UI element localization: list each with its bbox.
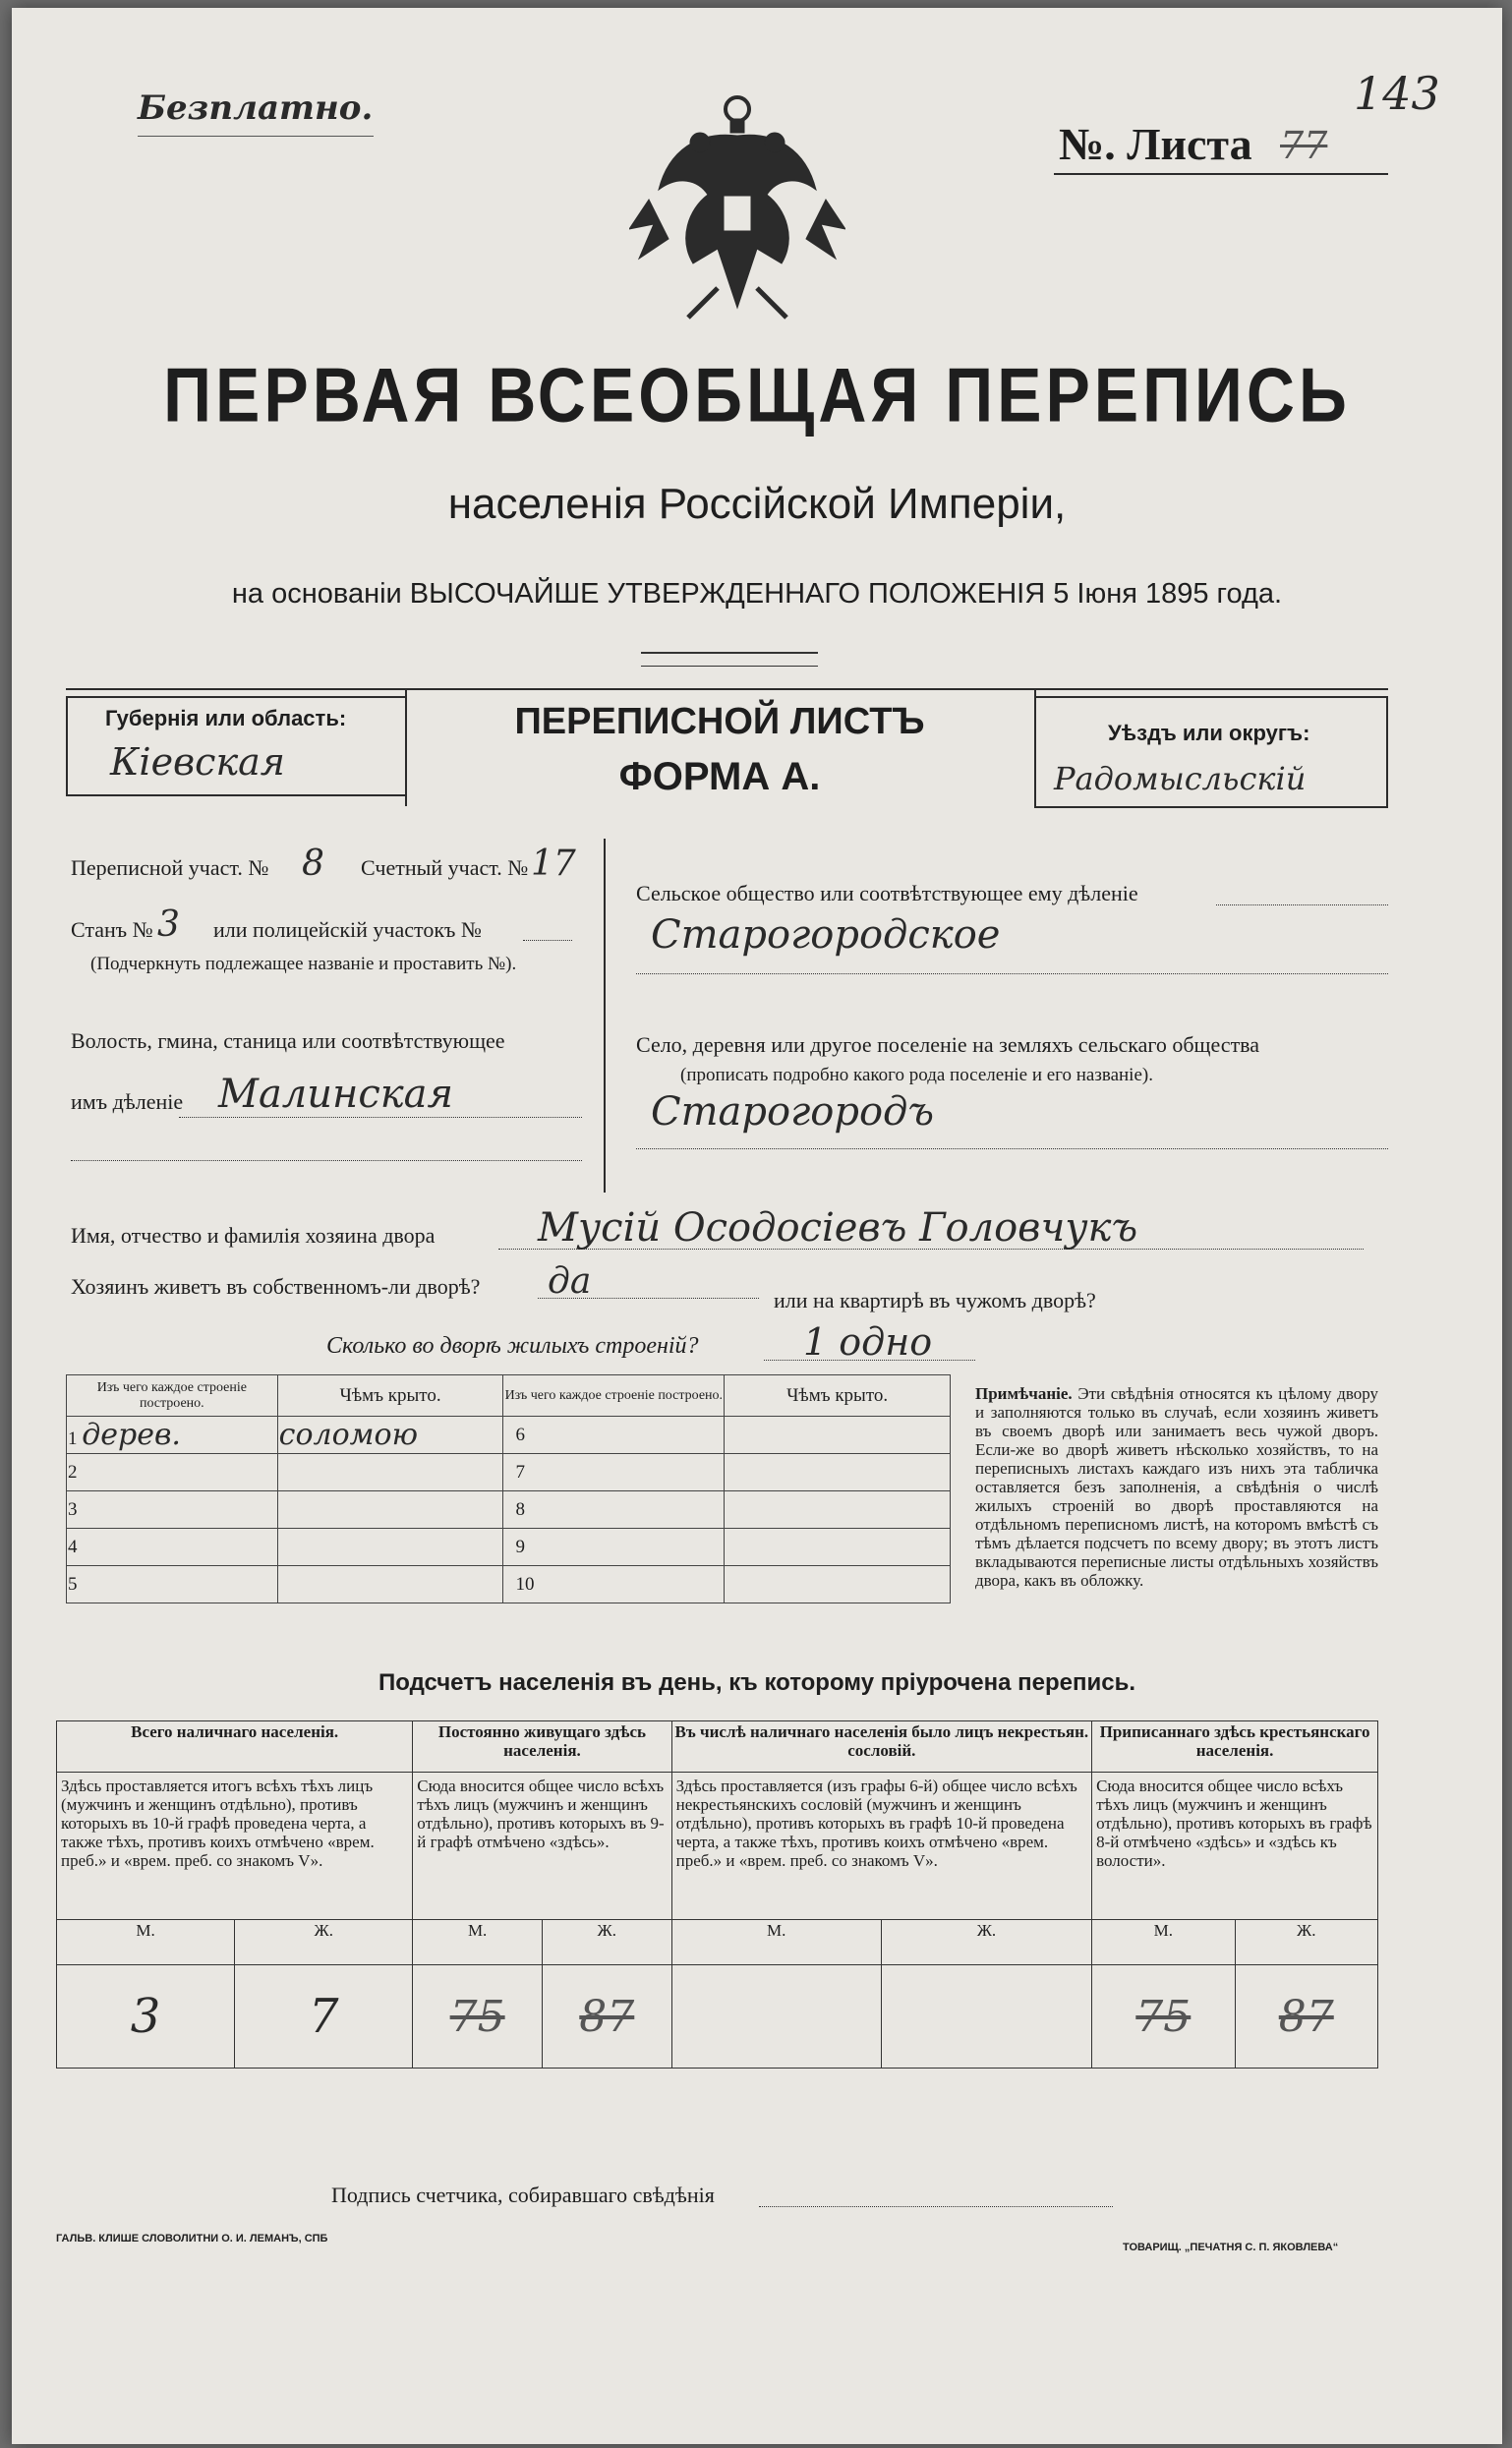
population-title: Подсчетъ населенія въ день, къ которому пріурочена перепись. <box>378 1669 1135 1696</box>
registered-male: 75 <box>1092 1965 1235 2069</box>
volost-label-1: Волость, гмина, станица или соотвѣтствующее <box>71 1028 505 1053</box>
mid-divider <box>604 839 606 1193</box>
left-box-top <box>66 696 405 698</box>
ornament-divider <box>641 652 818 667</box>
sheet-number-value: 77 <box>1280 124 1328 167</box>
census-sheet <box>12 8 1502 2444</box>
registered-female: 87 <box>1235 1965 1377 2069</box>
col-nonpeasant-head: Въ числѣ наличнаго населенія было лицъ некрестьян. сословій. <box>671 1721 1091 1773</box>
uezd-value: Радомысльскій <box>1054 760 1307 797</box>
col-total-head: Всего наличнаго населенія. <box>57 1721 413 1773</box>
sheet-number-underline <box>1054 173 1388 175</box>
table-row: 10 <box>503 1566 725 1603</box>
buildings-table <box>66 1374 951 1603</box>
table-row: 9 <box>503 1529 725 1566</box>
table-row: 8 <box>503 1491 725 1529</box>
left-box-bottom <box>66 794 405 796</box>
volost-line <box>179 1117 582 1118</box>
uezd-label: Уѣздъ или округъ: <box>1108 721 1310 745</box>
male-label: М. <box>57 1920 235 1965</box>
permanent-male: 75 <box>413 1965 543 2069</box>
buildings-label: Сколько во дворѣ жилыхъ строеній? <box>326 1333 699 1359</box>
col-permanent-head: Постоянно живущаго здѣсь населенія. <box>413 1721 671 1773</box>
right-box-edge <box>1386 696 1388 806</box>
owner-name-label: Имя, отчество и фамилія хозяина двора <box>71 1223 436 1248</box>
male-label: М. <box>1092 1920 1235 1965</box>
population-table <box>56 1720 1378 2069</box>
printer-right: ТОВАРИЩ. „ПЕЧАТНЯ С. П. ЯКОВЛЕВА“ <box>1123 2242 1339 2253</box>
roof-cell: соломою <box>277 1417 503 1454</box>
table-row: 2 <box>67 1454 278 1491</box>
permanent-female: 87 <box>542 1965 671 2069</box>
col-nonpeasant-desc: Здѣсь проставляется (изъ графы 6-й) общее число всѣхъ некрестьянскихъ сословій (мужчинъ и женщинъ отдѣльно), противъ которыхъ въ графѣ 10-й проведена черта, а также тѣхъ, противъ коихъ отмѣчено «врем. преб.» и «врем. преб. со знакомъ V». <box>671 1773 1091 1920</box>
double-headed-eagle-emblem <box>629 91 845 327</box>
col-permanent-desc: Сюда вносится общее число всѣхъ тѣхъ лицъ (мужчинъ и женщинъ отдѣльно), противъ которыхъ въ 9-й графѣ отмѣчено «здѣсь». <box>413 1773 671 1920</box>
archive-number: 143 <box>1354 67 1440 120</box>
buildings-note: Примѣчаніе. Эти свѣдѣнія относятся къ цѣлому двору и заполняются только въ случаѣ, если хозяинъ живетъ въ своемъ дворѣ или занимаетъ весь чужой дворъ. Если-же во дворѣ живетъ нѣсколько хозяйствъ, то на переписныхъ листахъ каждаго изъ нихъ эта табличка оставляется безъ заполненія, а свѣдѣнія о числѣ жилыхъ строеній во дворѣ проставляются на отдѣльномъ переписномъ листѣ, на которомъ вмѣстѣ съ тѣмъ дѣлается подсчетъ по всему двору; въ этотъ листъ вкладываются переписные листы отдѣльныхъ хозяйствъ двора, какъ въ обложку. <box>975 1384 1379 1590</box>
signature-line <box>759 2206 1113 2207</box>
village-line <box>636 1148 1388 1149</box>
society-line-2 <box>636 973 1388 974</box>
own-yard-value: да <box>548 1261 592 1302</box>
col-total-desc: Здѣсь проставляется итогъ всѣхъ тѣхъ лицъ (мужчинъ и женщинъ отдѣльно), противъ которыхъ въ 10-й графѣ проведена черта, а также тѣхъ, противъ коихъ отмѣчено «врем. преб.» и «врем. преб. со знакомъ V». <box>57 1773 413 1920</box>
village-label: Село, деревня или другое поселеніе на земляхъ сельскаго общества <box>636 1032 1260 1057</box>
stan-label: Станъ № <box>71 917 153 942</box>
table-row: 6 <box>503 1417 725 1454</box>
village-value: Старогородъ <box>651 1089 935 1135</box>
form-name: ФОРМА А. <box>618 755 821 798</box>
free-label: Безплатно. <box>138 88 374 128</box>
female-label: Ж. <box>881 1920 1091 1965</box>
society-line <box>1216 904 1388 905</box>
village-note: (прописать подробно какого рода поселеніе и его названіе). <box>680 1065 1153 1085</box>
census-basis: на основаніи ВЫСОЧАЙШЕ УТВЕРЖДЕННАГО ПОЛОЖЕНІЯ 5 Іюня 1895 года. <box>231 578 1283 610</box>
table-row: 5 <box>67 1566 278 1603</box>
female-label: Ж. <box>235 1920 413 1965</box>
guberniya-label: Губернія или область: <box>105 706 347 730</box>
table-row: 1 дерев. <box>67 1417 278 1454</box>
total-male: 3 <box>57 1965 235 2069</box>
printer-left: ГАЛЬВ. КЛИШЕ СЛОВОЛИТНИ О. И. ЛЕМАНЪ, СПБ <box>56 2233 328 2244</box>
frame-top <box>66 688 1388 690</box>
own-yard-line <box>538 1298 759 1299</box>
buildings-line <box>764 1360 975 1361</box>
frame-right-divider <box>1034 688 1036 806</box>
left-box-edge <box>66 696 68 794</box>
right-box-bottom <box>1034 806 1388 808</box>
census-district-label: Переписной участ. № <box>71 855 269 880</box>
table-row: 7 <box>503 1454 725 1491</box>
sheet-number-label: №. Листа <box>1059 119 1252 169</box>
count-district-label: Счетный участ. № <box>361 855 529 880</box>
total-female: 7 <box>235 1965 413 2069</box>
col-roof-left: Чѣмъ крыто. <box>277 1375 503 1417</box>
nonpeasant-female <box>881 1965 1091 2069</box>
census-district-value: 8 <box>302 844 324 884</box>
volost-line-2 <box>71 1160 582 1161</box>
volost-value: Малинская <box>218 1072 454 1117</box>
right-box-top <box>1034 696 1388 698</box>
owner-name-line <box>498 1249 1364 1250</box>
col-roof-right: Чѣмъ крыто. <box>725 1375 951 1417</box>
count-district-value: 17 <box>531 844 576 884</box>
table-row: 3 <box>67 1491 278 1529</box>
census-title: ПЕРВАЯ ВСЕОБЩАЯ ПЕРЕПИСЬ <box>163 352 1351 438</box>
stan-note: (Подчеркнуть подлежащее названіе и проставить №). <box>90 954 517 974</box>
guberniya-value: Кіевская <box>110 740 285 784</box>
society-value: Старогородское <box>651 912 1001 958</box>
female-label: Ж. <box>542 1920 671 1965</box>
table-row: 4 <box>67 1529 278 1566</box>
col-registered-head: Приписаннаго здѣсь крестьянскаго населенія. <box>1092 1721 1378 1773</box>
rented-label: или на квартирѣ въ чужомъ дворѣ? <box>774 1288 1096 1312</box>
own-yard-label: Хозяинъ живетъ въ собственномъ-ли дворѣ? <box>71 1274 481 1299</box>
col-registered-desc: Сюда вносится общее число всѣхъ тѣхъ лицъ (мужчинъ и женщинъ отдѣльно), противъ которыхъ въ графѣ 8-й отмѣчено «здѣсь» и «здѣсь къ волости». <box>1092 1773 1378 1920</box>
male-label: М. <box>413 1920 543 1965</box>
signature-label: Подпись счетчика, собиравшаго свѣдѣнія <box>331 2183 715 2207</box>
sheet-title: ПЕРЕПИСНОЙ ЛИСТЪ <box>514 701 925 742</box>
society-label: Сельское общество или соотвѣтствующее ему дѣленіе <box>636 881 1138 905</box>
stan-value: 3 <box>157 904 180 945</box>
col-material-right: Изъ чего каждое строеніе построено. <box>503 1375 725 1417</box>
buildings-value: 1 одно <box>803 1320 933 1364</box>
stan-alt-line <box>523 940 572 941</box>
nonpeasant-male <box>671 1965 881 2069</box>
female-label: Ж. <box>1235 1920 1377 1965</box>
census-subtitle: населенія Россійской Имперіи, <box>447 480 1067 528</box>
male-label: М. <box>671 1920 881 1965</box>
col-material-left: Изъ чего каждое строеніе построено. <box>67 1375 278 1417</box>
owner-name-value: Мусій Осодосіевъ Головчукъ <box>538 1205 1138 1251</box>
stan-or-label: или полицейскій участокъ № <box>213 917 482 942</box>
volost-label-2: имъ дѣленіе <box>71 1089 184 1114</box>
free-underline <box>138 136 374 137</box>
